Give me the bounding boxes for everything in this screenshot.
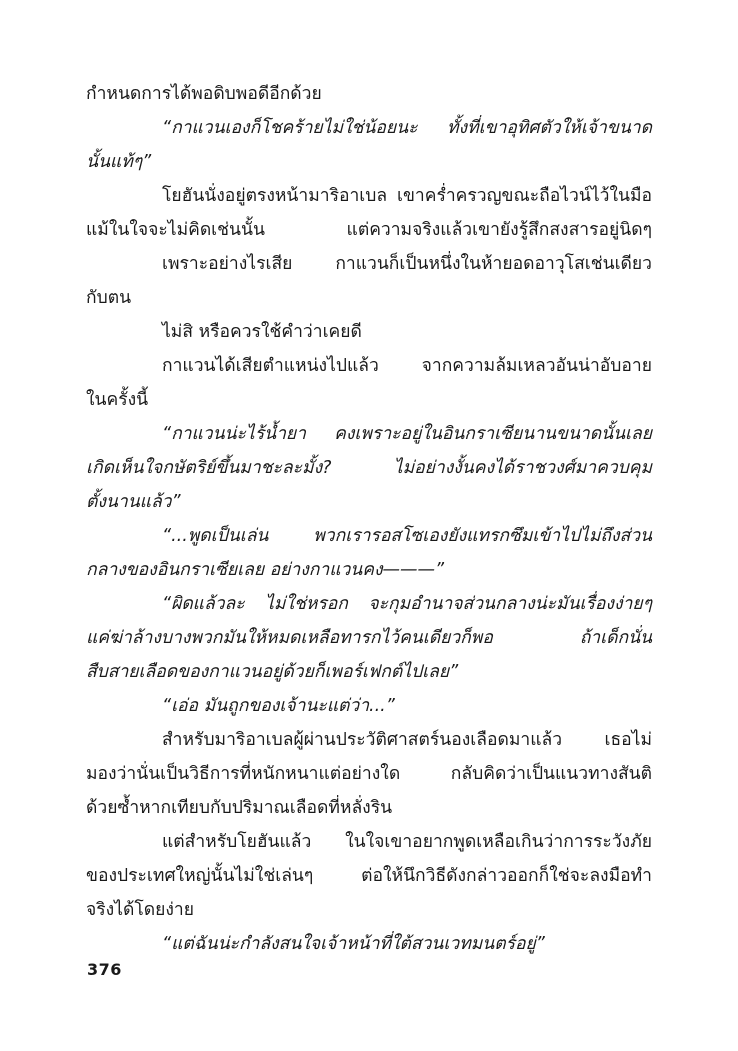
text-line: ของประเทศใหญ่นั้นไม่ใช่เล่นๆ ต่อให้นึกวิธีดังกล่าวออกก็ใช่จะลงมือทำ (86, 866, 652, 886)
text-line: เกิดเห็นใจกษัตริย์ขึ้นมาชะละมั้ง? ไม่อย่างงั้นคงได้ราชวงศ์มาควบคุม (86, 458, 652, 478)
text-line: แต่สำหรับโยฮันแล้ว ในใจเขาอยากพูดเหลือเกินว่าการระวังภัย (162, 832, 652, 852)
text-line: มองว่านั่นเป็นวิธีการที่หนักหนาแต่อย่างใด กลับคิดว่าเป็นแนวทางสันติ (86, 764, 652, 784)
page-number: 376 (87, 960, 122, 979)
text-line: “เอ่อ มันถูกของเจ้านะแต่ว่า...” (162, 696, 395, 716)
text-line: “กาแวนน่ะไร้น้ำยา คงเพราะอยู่ในอินกราเซียนานขนาดนั้นเลย (162, 424, 652, 444)
text-line: ในครั้งนี้ (86, 390, 149, 410)
text-line: ไม่สิ หรือควรใช้คำว่าเคยดี (162, 322, 362, 342)
text-line: จริงได้โดยง่าย (86, 900, 195, 920)
text-line: ตั้งนานแล้ว” (86, 492, 181, 512)
text-line: โยฮันนั่งอยู่ตรงหน้ามาริอาเบล เขาคร่ำครวญขณะถือไวน์ไว้ในมือ (162, 186, 652, 206)
text-line: แม้ในใจจะไม่คิดเช่นนั้น แต่ความจริงแล้วเขายังรู้สึกสงสารอยู่นิดๆ (86, 220, 652, 240)
text-line: กำหนดการได้พอดิบพอดีอีกด้วย (86, 84, 322, 104)
text-line: ด้วยซ้ำหากเทียบกับปริมาณเลือดที่หลั่งริน (86, 798, 393, 818)
text-line: เพราะอย่างไรเสีย กาแวนก็เป็นหนึ่งในห้ายอดอาวุโสเช่นเดียว (162, 254, 652, 274)
text-line: แค่ฆ่าล้างบางพวกมันให้หมดเหลือทารกไว้คนเดียวก็พอ ถ้าเด็กนั่น (86, 628, 652, 648)
text-line: กลางของอินกราเซียเลย อย่างกาแวนคง———” (86, 560, 445, 580)
text-line: “...พูดเป็นเล่น พวกเรารอสโซเองยังแทรกซึมเข้าไปไม่ถึงส่วน (162, 526, 652, 546)
text-line: สืบสายเลือดของกาแวนอยู่ด้วยก็เพอร์เฟกต์ไปเลย” (86, 662, 459, 682)
text-line: “ผิดแล้วละ ไม่ใช่หรอก จะกุมอำนาจส่วนกลางน่ะมันเรื่องง่ายๆ (162, 594, 652, 614)
text-line: กับตน (86, 288, 132, 308)
text-line: กาแวนได้เสียตำแหน่งไปแล้ว จากความล้มเหลวอันน่าอับอาย (162, 356, 652, 376)
text-line: นั้นแท้ๆ” (86, 152, 152, 172)
text-line: “แต่ฉันน่ะกำลังสนใจเจ้าหน้าที่ใต้สวนเวทมนตร์อยู่” (162, 934, 545, 954)
body-text (86, 77, 652, 961)
text-line: “กาแวนเองก็โชคร้ายไม่ใช่น้อยนะ ทั้งที่เขาอุทิศตัวให้เจ้าขนาด (162, 118, 652, 138)
text-line: สำหรับมาริอาเบลผู้ผ่านประวัติศาสตร์นองเลือดมาแล้ว เธอไม่ (162, 730, 652, 750)
